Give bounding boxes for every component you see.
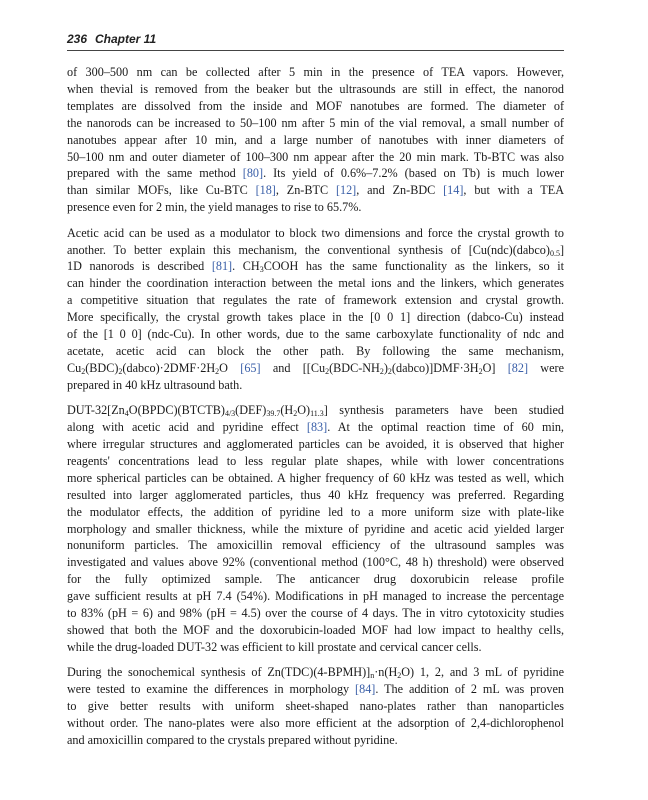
body-text [67,64,564,757]
text-line [67,199,564,216]
text-run: another. To better explain this mechanism, the conventional synthesis of [Cu(ndc)(dabco) [67,242,550,257]
text-run: while the drug-loaded DUT-32 was efficient to kill prostate and cervical cancer cells. [67,639,482,654]
text-run: morphology and smaller thickness, while the mixture of pyridine and acetic acid yielded larger [67,521,564,536]
text-line [67,98,564,115]
text-run: More specifically, the crystal growth takes place in the [0 0 1] direction (dabco-Cu) instead [67,310,564,325]
subscript: 2 [118,366,123,376]
text-line [67,292,564,309]
text-line [67,622,564,639]
text-run: presence even for 2 min, the yield manages to rise to 65.7%. [67,200,362,215]
citation-link[interactable]: [81] [211,259,233,274]
running-header [67,30,564,51]
text-run: O [219,360,241,375]
text-line [67,165,564,182]
text-line [67,343,564,360]
text-run: (DEF) [235,403,267,418]
text-line [67,360,564,377]
subscript: 3 [259,265,264,275]
text-line [67,132,564,149]
text-run: ] synthesis parameters have been studied [323,403,564,418]
paragraph [67,402,564,656]
page-number: 236 [67,32,88,46]
text-run: (H [280,403,294,418]
text-line [67,554,564,571]
text-run: Acetic acid can be used as a modulator to block two dimensions and force the crystal growth to [67,225,564,240]
text-run: During the sonochemical synthesis of Zn(TDC)(4-BPMH)] [67,665,371,680]
subscript: 11.3 [310,409,324,419]
text-run: (BDC-NH [329,360,380,375]
text-line [67,732,564,749]
text-run: (dabco)·2DMF·2H [122,360,216,375]
subscript: 2 [387,366,392,376]
subscript: n [370,671,375,681]
text-run: . At the optimal reaction time of 60 min, [327,420,564,435]
text-run: ·n(H [374,665,398,680]
text-run: . CH [232,259,260,274]
text-run: along with acetic acid and pyridine effect [67,420,307,435]
text-run: and amoxicillin compared to the crystals prepared without pyridine. [67,732,398,747]
text-line [67,242,564,259]
paragraph [67,664,564,749]
citation-link[interactable]: [83] [306,420,328,435]
subscript: 4/3 [224,409,236,419]
text-run: where irregular structures and agglomerated particles can be avoided, it is observed that higher [67,437,564,452]
subscript: 2 [325,366,330,376]
subscript: 4 [124,409,129,419]
text-run: the modulator effects, the addition of pyridine led to a more uniform size with plate-like [67,504,564,519]
subscript: 39.7 [266,409,281,419]
text-run: . The addition of 2 mL was proven [375,682,564,697]
text-line [67,453,564,470]
text-run: prepared in 40 kHz ultrasound bath. [67,377,243,392]
text-line [67,81,564,98]
subscript: 2 [81,366,86,376]
text-run: O) 1, 2, and 3 mL of pyridine [401,665,564,680]
text-run: (BDC) [85,360,119,375]
text-line [67,326,564,343]
text-run: COOH has the same functionality as the linkers, so it [263,259,564,274]
text-line [67,115,564,132]
text-line [67,149,564,166]
text-run: gave sufficient results at pH 7.4 (54%). Modifications in pH managed to increase the percentage [67,589,564,604]
subscript: 2 [215,366,220,376]
text-line [67,487,564,504]
subscript: 2 [379,366,384,376]
citation-link[interactable]: [18] [255,183,276,198]
text-line [67,309,564,326]
text-run: templates are dissolved from the inside and MOF nanotubes are formed. The diameter of [67,98,564,113]
text-run: resulted into larger agglomerated particles, thus 40 kHz frequency was preferred. Regarding [67,487,564,502]
text-line [67,537,564,554]
text-run: showed that both the MOF and the doxorubicin-loaded MOF had low impact to healthy cells, [67,623,564,637]
subscript: 2 [397,671,402,681]
text-run: were [528,360,564,375]
citation-link[interactable]: [14] [443,183,464,198]
subscript: 0.5 [549,248,560,258]
citation-link[interactable]: [80] [242,166,264,181]
text-line [67,258,564,275]
text-line [67,588,564,605]
text-run: ] [559,242,564,257]
text-run: can hinder the coordination interaction between the metal ions and the linkers, which generates [67,276,564,291]
text-run: reagents' concentrations lead to less regular plate shapes, while with lower concentrations [67,453,564,468]
text-run: O) [297,403,311,418]
text-line [67,698,564,715]
text-line [67,225,564,242]
text-line [67,504,564,521]
text-line [67,436,564,453]
text-run: investigated and values above 92% (conventional method (100°C, 48 h) threshold) were observed [67,555,564,570]
text-line [67,275,564,292]
text-run: O] [482,360,508,375]
text-line [67,64,564,81]
text-line [67,377,564,394]
text-run: 50–100 nm and outer diameter of 100–300 nm appear after the 20 min mark. Tb-BTC was also [67,149,564,164]
subscript: 2 [293,409,298,419]
text-run: nonuniform particles. The amoxicillin removal efficiency of the ultrasound samples was [67,538,564,553]
text-run: were tested to examine the differences in morphology [67,682,356,697]
text-line [67,664,564,681]
text-run: and [[Cu [260,360,326,375]
text-line [67,605,564,622]
citation-link[interactable]: [82] [507,360,529,375]
text-run: (dabco)]DMF·3H [391,360,479,375]
text-run: of the [1 0 0] (ndc-Cu). In other words, due to the same carboxylate functionality of ndc and [67,327,564,342]
citation-link[interactable]: [84] [355,682,376,697]
text-run: of 300–500 nm can be collected after 5 min in the presence of TEA vapors. However, [67,65,564,79]
text-run: without order. The nano-plates were also more efficient at the adsorption of 2,4-dichlorophenol [67,716,564,731]
text-line [67,681,564,698]
text-line [67,419,564,436]
citation-link[interactable]: [12] [335,183,357,198]
text-run: to give better results with uniform sheet-shaped nano-plates rather than nanoparticles [67,699,564,714]
text-run: ) [383,360,388,375]
text-run: Cu [67,360,82,375]
text-run: , and Zn-BDC [356,183,444,198]
text-run: O(BPDC)(BTCTB) [128,403,225,418]
citation-link[interactable]: [65] [240,360,261,375]
text-line [67,521,564,538]
text-run: , Zn-BTC [275,183,336,198]
text-run: prepared with the same method [67,166,243,181]
text-run: the nanorods can be increased to 50–100 nm after 5 min of the vial removal, a small number of [67,115,564,130]
text-run: to 83% (pH = 6) and 98% (pH = 4.5) over the course of 4 days. The in vitro cytotoxicity studies [67,606,564,621]
text-run: acetate, acetic acid can block the other path. By following the same mechanism, [67,344,564,358]
text-line [67,182,564,199]
chapter-title: Chapter 11 [95,32,157,46]
text-line [67,639,564,656]
text-run: for the fully optimized sample. The anticancer drug doxorubicin release profile [67,572,564,587]
text-line [67,571,564,588]
text-run: . Its yield of 0.6%–7.2% (based on Tb) is much lower [263,166,564,181]
text-run: 1D nanorods is described [67,259,212,274]
subscript: 2 [478,366,483,376]
paragraph [67,225,564,394]
text-run: a competitive situation that regulates the rate of framework extension and crystal growth. [67,293,564,308]
text-line [67,715,564,732]
text-run: DUT-32[Zn [67,403,125,418]
text-run: nanotubes appear after 10 min, and a large number of nanotubes with inner diameters of [67,132,564,147]
text-run: than similar MOFs, like Cu-BTC [67,183,256,198]
text-line [67,470,564,487]
text-run: when thevial is removed from the beaker but the ultrasounds are still in effect, the nanorod [67,81,564,96]
paragraph [67,64,564,216]
text-run: , but with a TEA [463,183,564,198]
text-line [67,402,564,419]
text-run: more spherical particles can be obtained. A higher frequency of 60 kHz was tested as well, which [67,470,564,485]
